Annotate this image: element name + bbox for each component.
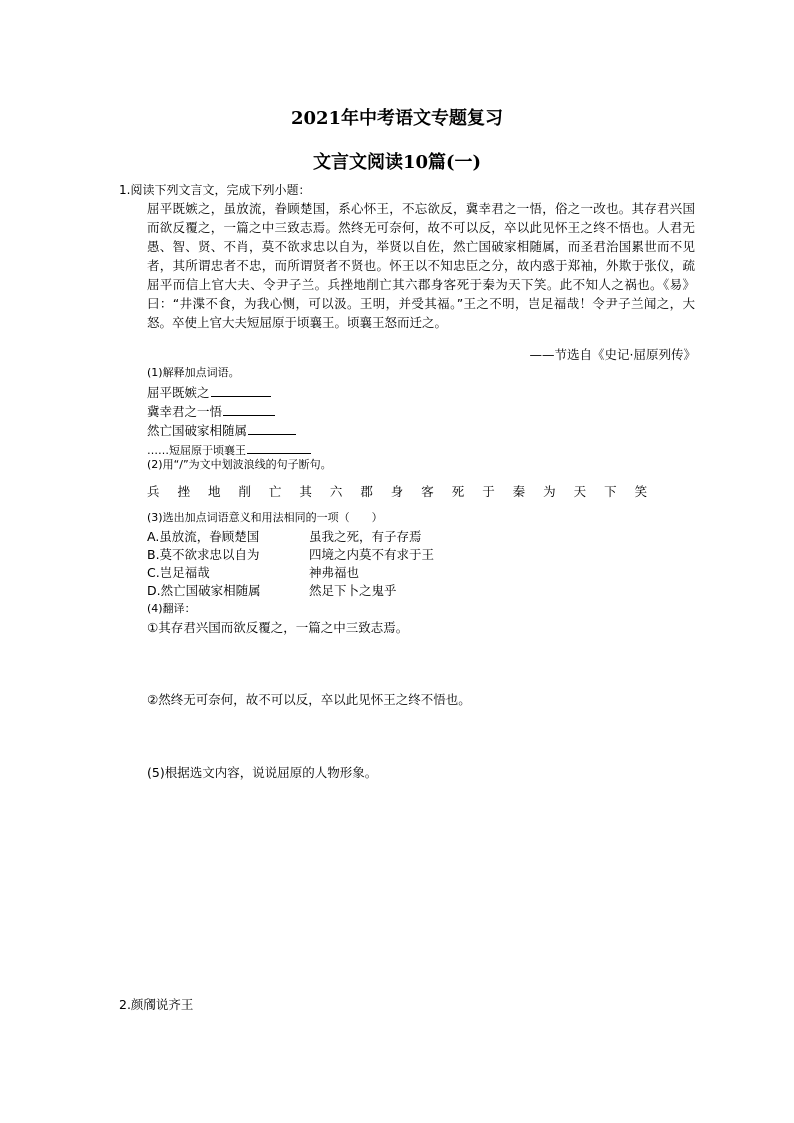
sub2-label: (2)用“/”为文中划波浪线的句子断句。	[147, 458, 332, 471]
option-left: D.然亡国破家相随属	[147, 583, 261, 598]
sub2-sentence: 兵 挫 地 削 亡 其 六 郡 身 客 死 于 秦 为 天 下 笑	[147, 484, 655, 499]
sub3-option-a	[147, 527, 547, 545]
sub1-item-2	[147, 401, 275, 420]
passage-source: ——节选自《史记·屈原列传》	[529, 347, 696, 362]
sub3-option-c	[147, 563, 547, 581]
answer-blank[interactable]	[247, 439, 311, 454]
classical-passage: 屈平既嫉之，虽放流，眷顾楚国，系心怀王，不忘欲反，冀幸君之一悟，俗之一改也。其存君兴国而欲反覆之，一篇之中三致志焉。然终无可奈何，故不可以反，卒以此见怀王之终不悟也。人君无愚、智、贤、不肖，莫不欲求忠以自为，举贤以自佐，然亡国破家相随属，而圣君治国累世而不见者，其所谓忠者不忠，而所谓贤者不贤也。怀王以不知忠臣之分，故内惑于郑袖，外欺于张仪，疏屈平而信上官大夫、令尹子兰。兵挫地削亡其六郡身客死于秦为天下笑。此不知人之祸也。《易》曰：“井渫不食，为我心恻，可以汲。王明，并受其福。”王之不明，岂足福哉！令尹子兰闻之，大怒。卒使上官大夫短屈原于顷襄王。顷襄王怒而迁之。	[147, 201, 695, 330]
sub1-item-text: 冀幸君之一悟	[147, 404, 223, 419]
option-right: 然足下卜之鬼乎	[309, 583, 397, 598]
page-title: 2021年中考语文专题复习	[290, 108, 504, 129]
option-left: B.莫不欲求忠以自为	[147, 547, 260, 562]
sub1-item-text: ……短屈原于顷襄王	[147, 444, 246, 457]
option-left: C.岂足福哉	[147, 565, 210, 580]
sub1-label: (1)解释加点词语。	[147, 366, 240, 379]
answer-blank[interactable]	[223, 401, 275, 416]
option-right: 四境之内莫不有求于王	[309, 547, 435, 562]
sub3-option-d	[147, 581, 547, 599]
sub3-option-b	[147, 545, 547, 563]
sub5-label: (5)根据选文内容，说说屈原的人物形象。	[147, 765, 378, 780]
page-subtitle: 文言文阅读10篇(一)	[312, 152, 482, 173]
question-1-heading: 1.阅读下列文言文，完成下列小题：	[119, 183, 311, 197]
sub4-item-1: ①其存君兴国而欲反覆之，一篇之中三致志焉。	[147, 620, 409, 635]
sub4-item-2: ②然终无可奈何，故不可以反，卒以此见怀王之终不悟也。	[147, 692, 471, 707]
sub3-label: (3)选出加点词语意义和用法相同的一项（ ）	[147, 511, 383, 524]
answer-blank[interactable]	[211, 382, 271, 397]
option-left: A.虽放流，眷顾楚国	[147, 529, 260, 544]
option-right: 神弗福也	[309, 565, 360, 580]
sub1-item-text: 屈平既嫉之	[147, 385, 210, 400]
option-right: 虽我之死，有子存焉	[309, 529, 422, 544]
sub4-label: (4)翻译：	[147, 602, 196, 615]
sub1-item-1	[147, 382, 271, 401]
sub1-item-text: 然亡国破家相随属	[147, 423, 248, 438]
answer-blank[interactable]	[248, 420, 296, 435]
question-2-heading: 2.颜斶说齐王	[119, 997, 194, 1012]
sub1-item-3	[147, 420, 296, 439]
